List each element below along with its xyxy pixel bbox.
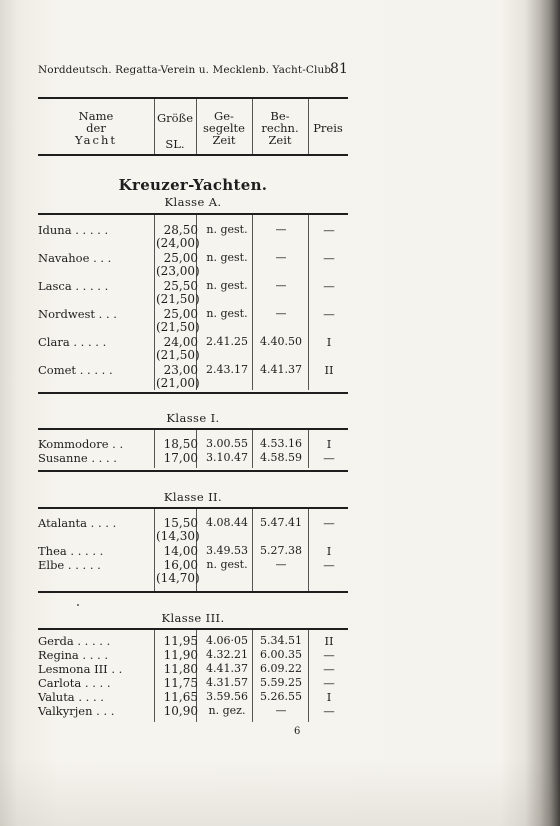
header-gesegelte-line: Zeit [212, 133, 236, 147]
table-row [38, 544, 348, 558]
preis-value: I [326, 437, 332, 451]
table-row [38, 648, 348, 662]
table-row [38, 634, 348, 648]
group-title: Klasse A. [164, 195, 222, 209]
yacht-name: Clara . . . . . [38, 335, 107, 349]
preis-value: I [326, 335, 332, 349]
gesegelte-zeit: 3.00.55 [206, 437, 248, 450]
yacht-name: Regina . . . . [38, 648, 109, 662]
groesse-paren: (24,00) [156, 236, 200, 250]
preis-value: — [323, 662, 335, 676]
yacht-name: Lesmona III . . [38, 662, 123, 676]
yacht-name: Atalanta . . . . [38, 516, 117, 530]
yacht-name: Valkyrjen . . . [38, 704, 115, 718]
header-berechnete-line: rechn. [261, 121, 299, 135]
preis-value: — [323, 223, 335, 237]
berechnete-zeit: 6.09.22 [260, 662, 302, 675]
paren-row [38, 571, 348, 585]
groesse-value: 24,00 [163, 335, 198, 349]
table-row [38, 307, 348, 321]
yacht-name: Carlota . . . . [38, 676, 111, 690]
gesegelte-zeit: n. gest. [206, 223, 248, 236]
group-rule [38, 628, 348, 630]
column-header-gesegelte [196, 102, 252, 154]
paren-row [38, 292, 348, 306]
groesse-value: 11,80 [163, 662, 198, 676]
preis-value: — [323, 307, 335, 321]
berechnete-zeit: — [275, 307, 287, 320]
groesse-paren: (21,50) [156, 348, 200, 362]
group-title: Klasse II. [163, 490, 223, 504]
header-gesegelte-line: segelte [203, 121, 245, 135]
yacht-name: Navahoe . . . [38, 251, 112, 265]
table-row [38, 662, 348, 676]
signature-mark: 6 [294, 726, 301, 737]
table-row [38, 335, 348, 349]
yacht-name: Nordwest . . . [38, 307, 117, 321]
yacht-name: Comet . . . . . [38, 363, 113, 377]
groesse-value: 25,00 [163, 251, 198, 265]
berechnete-zeit: — [275, 223, 287, 236]
preis-value: I [326, 690, 332, 704]
yacht-name: Susanne . . . . [38, 451, 117, 465]
gesegelte-zeit: n. gest. [206, 279, 248, 292]
gesegelte-zeit: n. gez. [208, 704, 246, 717]
paren-row [38, 529, 348, 543]
berechnete-zeit: — [275, 279, 287, 292]
gesegelte-zeit: 2.43.17 [206, 363, 248, 376]
header-berechnete-line: Zeit [268, 133, 292, 147]
preis-value: I [326, 544, 332, 558]
berechnete-zeit: — [275, 558, 287, 571]
yacht-name: Lasca . . . . . [38, 279, 109, 293]
gesegelte-zeit: n. gest. [206, 558, 248, 571]
header-groesse-line: Größe [156, 111, 194, 125]
group-rule [38, 507, 348, 509]
berechnete-zeit: 5.47.41 [260, 516, 302, 529]
table-row [38, 223, 348, 237]
berechnete-zeit: 5.34.51 [260, 634, 302, 647]
groesse-value: 10,90 [163, 704, 198, 718]
groesse-value: 25,50 [163, 279, 198, 293]
yacht-name: Kommodore . . [38, 437, 124, 451]
header-bottom-rule [38, 154, 348, 156]
yacht-name: Valuta . . . . [38, 690, 104, 704]
groesse-paren: (14,70) [156, 571, 200, 585]
table-row [38, 516, 348, 530]
table-row [38, 437, 348, 451]
gesegelte-zeit: 4.32.21 [206, 648, 248, 661]
groesse-value: 15,50 [163, 516, 198, 530]
berechnete-zeit: — [275, 704, 287, 717]
preis-value: II [324, 363, 334, 377]
berechnete-zeit: 4.58.59 [260, 451, 302, 464]
gesegelte-zeit: 2.41.25 [206, 335, 248, 348]
groesse-value: 11,90 [163, 648, 198, 662]
column-divider [308, 99, 309, 154]
paren-row [38, 348, 348, 362]
paren-row [38, 264, 348, 278]
column-divider [252, 99, 253, 154]
page-number: 81 [329, 61, 348, 77]
berechnete-zeit: 5.59.25 [260, 676, 302, 689]
berechnete-zeit: 4.53.16 [260, 437, 302, 450]
column-header-name [38, 102, 154, 154]
column-divider [154, 99, 155, 154]
column-divider [196, 99, 197, 154]
paren-row [38, 376, 348, 390]
gesegelte-zeit: 3.59.56 [206, 690, 248, 703]
group-bottom-rule [38, 591, 348, 593]
berechnete-zeit: 6.00.35 [260, 648, 302, 661]
preis-value: — [323, 704, 335, 718]
preis-value: — [323, 451, 335, 465]
berechnete-zeit: — [275, 251, 287, 264]
section-title: Kreuzer-Yachten. [118, 176, 268, 194]
yacht-name: Elbe . . . . . [38, 558, 101, 572]
groesse-value: 14,00 [163, 544, 198, 558]
gesegelte-zeit: 3.10.47 [206, 451, 248, 464]
column-header-groesse [154, 102, 196, 154]
preis-value: — [323, 558, 335, 572]
preis-value: — [323, 516, 335, 530]
group-bottom-rule [38, 392, 348, 394]
berechnete-zeit: 5.26.55 [260, 690, 302, 703]
groesse-value: 16,00 [163, 558, 198, 572]
berechnete-zeit: 4.40.50 [260, 335, 302, 348]
groesse-paren: (21,00) [156, 376, 200, 390]
gesegelte-zeit: 3.49.53 [206, 544, 248, 557]
paren-row [38, 320, 348, 334]
header-preis-label: Preis [313, 121, 343, 135]
header-groesse-line: SL. [165, 137, 185, 151]
header-name-line: Yacht [74, 133, 118, 147]
groesse-paren: (14,30) [156, 529, 200, 543]
header-berechnete-line: Be- [270, 109, 290, 123]
table-row [38, 558, 348, 572]
table-row [38, 676, 348, 690]
preis-value: — [323, 251, 335, 265]
gesegelte-zeit: n. gest. [206, 251, 248, 264]
groesse-value: 17,00 [163, 451, 198, 465]
groesse-paren: (23,00) [156, 264, 200, 278]
groesse-paren: (21,50) [156, 292, 200, 306]
header-gesegelte-line: Ge- [214, 109, 234, 123]
table-row [38, 363, 348, 377]
yacht-name: Thea . . . . . [38, 544, 104, 558]
group-bottom-rule [38, 470, 348, 472]
running-header [38, 61, 348, 77]
column-header-berechnete [252, 102, 308, 154]
group-title: Klasse I. [166, 411, 220, 425]
paren-row [38, 236, 348, 250]
group-title: Klasse III. [161, 611, 225, 625]
groesse-value: 18,50 [163, 437, 198, 451]
group-rule [38, 213, 348, 215]
ink-speck [77, 604, 79, 606]
gesegelte-zeit: 4.41.37 [206, 662, 248, 675]
preis-value: II [324, 634, 334, 648]
groesse-value: 11,75 [163, 676, 198, 690]
column-header-preis [308, 102, 348, 154]
groesse-value: 23,00 [163, 363, 198, 377]
preis-value: — [323, 676, 335, 690]
groesse-value: 11,65 [163, 690, 198, 704]
berechnete-zeit: 5.27.38 [260, 544, 302, 557]
yacht-name: Iduna . . . . . [38, 223, 109, 237]
table-row [38, 251, 348, 265]
groesse-value: 28,50 [163, 223, 198, 237]
table-row [38, 690, 348, 704]
preis-value: — [323, 279, 335, 293]
table-row [38, 704, 348, 718]
gesegelte-zeit: n. gest. [206, 307, 248, 320]
groesse-value: 11,95 [163, 634, 198, 648]
header-name-line: der [86, 121, 106, 135]
gesegelte-zeit: 4.06·05 [206, 634, 248, 647]
gesegelte-zeit: 4.31.57 [206, 676, 248, 689]
groesse-paren: (21,50) [156, 320, 200, 334]
table-row [38, 279, 348, 293]
running-title: Norddeutsch. Regatta-Verein u. Mecklenb. Yacht-Club. [38, 64, 335, 76]
groesse-value: 25,00 [163, 307, 198, 321]
gesegelte-zeit: 4.08.44 [206, 516, 248, 529]
preis-value: — [323, 648, 335, 662]
berechnete-zeit: 4.41.37 [260, 363, 302, 376]
yacht-name: Gerda . . . . . [38, 634, 111, 648]
group-rule [38, 428, 348, 430]
header-name-line: Name [78, 109, 114, 123]
table-row [38, 451, 348, 465]
table-top-rule [38, 97, 348, 99]
page-edge-shadow [0, 760, 560, 826]
